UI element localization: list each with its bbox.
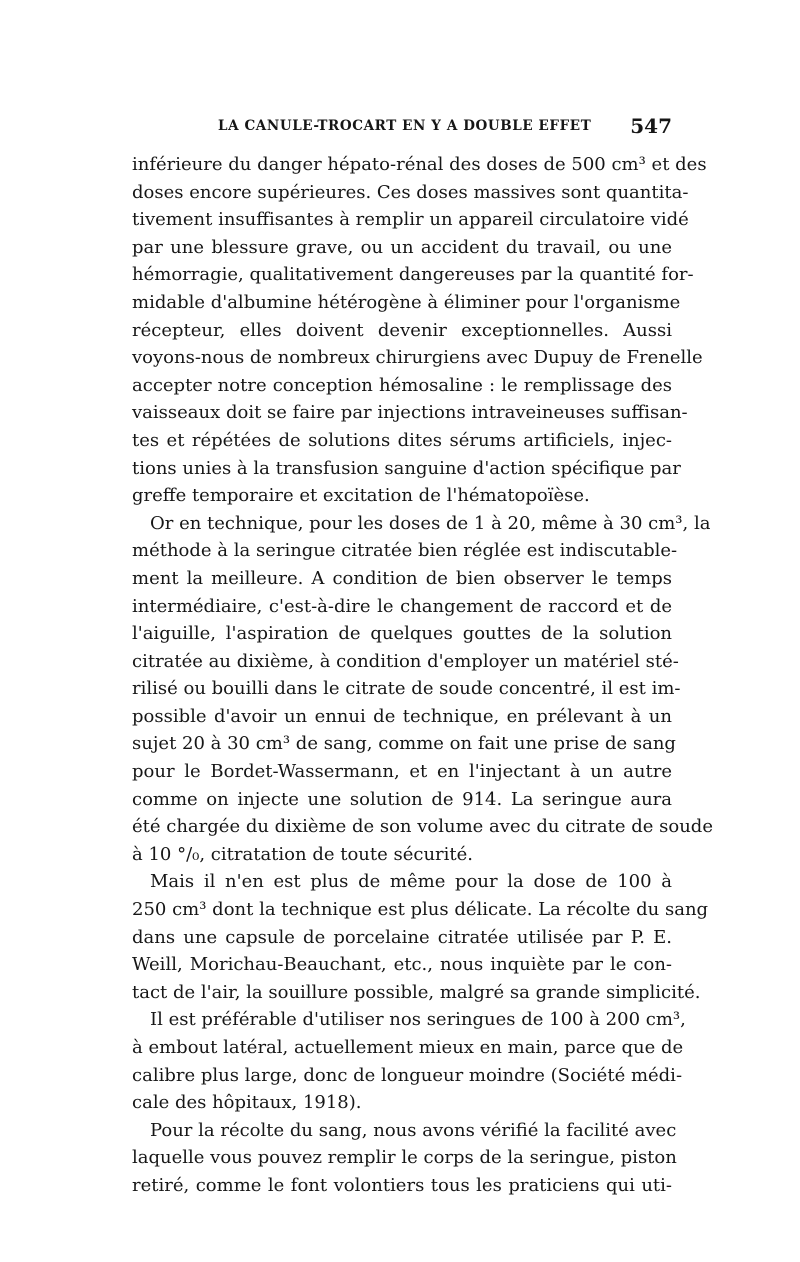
text-line: à 10 °/₀, citratation de toute sécurité. — [132, 843, 474, 865]
body-text — [132, 151, 713, 1200]
text-line: tact de l'air, la souillure possible, malgré sa grande simplicité. — [132, 981, 701, 1003]
text-line: Il est préférable d'utiliser nos seringues de 100 à 200 cm³, — [150, 1009, 686, 1031]
text-line: inférieure du danger hépato-rénal des doses de 500 cm³ et des — [132, 154, 707, 175]
text-line: intermédiaire, c'est-à-dire le changement de raccord et de — [132, 595, 672, 617]
text-line: Or en technique, pour les doses de 1 à 20, même à 30 cm³, la — [150, 512, 711, 534]
text-line: méthode à la seringue citratée bien réglée est indiscutable- — [132, 540, 678, 562]
text-line: accepter notre conception hémosaline : le remplissage des — [132, 374, 672, 396]
text-line: citratée au dixième, à condition d'employer un matériel sté- — [132, 650, 679, 672]
text-line: récepteur, elles doivent devenir exceptionnelles. Aussi — [132, 319, 672, 341]
running-title: LA CANULE-TROCART EN Y A DOUBLE EFFET — [218, 118, 592, 134]
text-line: l'aiguille, l'aspiration de quelques gouttes de la solution — [132, 623, 672, 645]
text-line: calibre plus large, donc de longueur moindre (Société médi- — [132, 1064, 683, 1086]
text-line: Weill, Morichau-Beauchant, etc., nous inquiète par le con- — [132, 954, 672, 976]
text-line: comme on injecte une solution de 914. La seringue aura — [132, 788, 672, 810]
text-line: retiré, comme le font volontiers tous les praticiens qui uti- — [132, 1174, 672, 1196]
text-line: tivement insuffisantes à remplir un appareil circulatoire vidé — [132, 209, 689, 231]
paragraph-1 — [132, 151, 707, 510]
text-line: ment la meilleure. A condition de bien observer le temps — [132, 567, 672, 589]
text-line: laquelle vous pouvez remplir le corps de la seringue, piston — [132, 1147, 677, 1169]
text-line: à embout latéral, actuellement mieux en main, parce que de — [132, 1037, 684, 1058]
paragraph-5 — [132, 1117, 677, 1200]
page-number: 547 — [630, 114, 672, 138]
paragraph-3 — [132, 868, 709, 1006]
text-line: possible d'avoir un ennui de technique, en prélevant à un — [132, 705, 672, 727]
text-line: midable d'albumine hétérogène à éliminer pour l'organisme — [132, 291, 681, 313]
running-head — [132, 114, 672, 142]
text-line: tions unies à la transfusion sanguine d'action spécifique par — [132, 457, 681, 479]
text-line: doses encore supérieures. Ces doses massives sont quantita- — [132, 181, 689, 203]
text-line: par une blessure grave, ou un accident du travail, ou une — [132, 236, 672, 258]
text-line: sujet 20 à 30 cm³ de sang, comme on fait une prise de sang — [132, 733, 676, 755]
text-line: Pour la récolte du sang, nous avons vérifié la facilité avec — [150, 1119, 677, 1141]
text-line: greffe temporaire et excitation de l'hématopoïèse. — [132, 485, 590, 507]
text-line: pour le Bordet-Wassermann, et en l'injectant à un autre — [132, 761, 672, 783]
text-line: dans une capsule de porcelaine citratée utilisée par P. E. — [132, 926, 672, 948]
text-line: été chargée du dixième de son volume avec du citrate de soude — [132, 816, 713, 838]
text-line: vaisseaux doit se faire par injections intraveineuses suffisan- — [132, 402, 688, 424]
text-line: Mais il n'en est plus de même pour la dose de 100 à — [150, 871, 672, 893]
text-line: hémorragie, qualitativement dangereuses par la quantité for- — [132, 264, 694, 286]
paragraph-2 — [132, 510, 713, 869]
text-line: 250 cm³ dont la technique est plus délicate. La récolte du sang — [132, 899, 709, 921]
text-line: tes et répétées de solutions dites sérums artificiels, injec- — [132, 429, 672, 451]
text-line: voyons-nous de nombreux chirurgiens avec Dupuy de Frenelle — [132, 347, 703, 369]
paragraph-4 — [132, 1006, 686, 1116]
text-line: rilisé ou bouilli dans le citrate de soude concentré, il est im- — [132, 678, 681, 700]
text-line: cale des hôpitaux, 1918). — [132, 1092, 362, 1114]
